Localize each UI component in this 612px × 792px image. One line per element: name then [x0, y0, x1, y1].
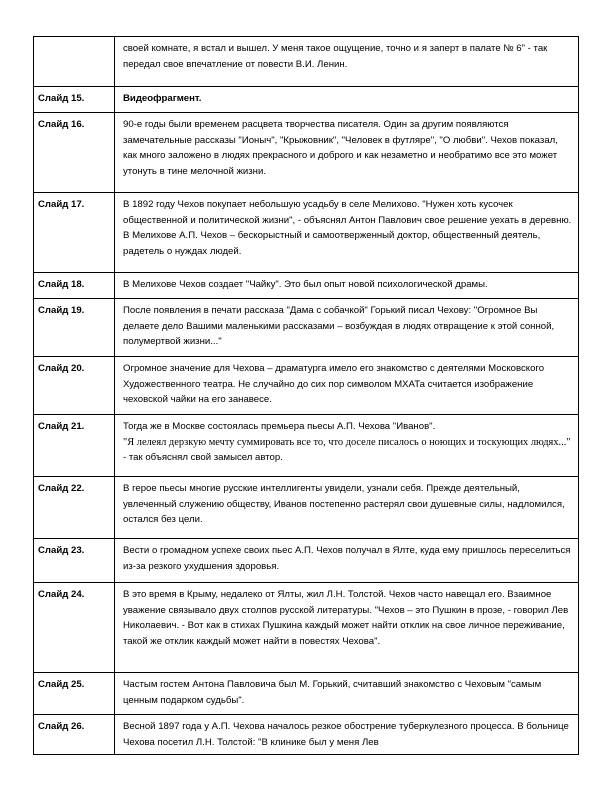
slide-text: Тогда же в Москве состоялась премьера пьесы А.П. Чехова "Иванов".: [123, 421, 436, 432]
author-quote: "Я лелеял дерзкую мечту суммировать все то, что доселе писалось о ноющих и тоскующих людях...": [123, 436, 571, 448]
slide-label: Слайд 21.: [34, 415, 115, 477]
slide-text: Весной 1897 года у А.П. Чехова началось резкое обострение туберкулезного процесса. В больнице Чехова посетил Л.Н. Толстой: "В клинике был у меня Лев: [115, 715, 579, 755]
table-row: [34, 415, 579, 477]
slides-table: [33, 36, 579, 755]
quote-attribution: - так объяснял свой замысел автор.: [123, 452, 283, 464]
slide-label: Слайд 15.: [34, 87, 115, 113]
slide-label: Слайд 25.: [34, 673, 115, 715]
slide-label: Слайд 20.: [34, 357, 115, 415]
table-row: [34, 583, 579, 673]
slide-text: После появления в печати рассказа "Дама с собачкой" Горький писал Чехову: "Огромное Вы делаете дело Вашими маленькими рассказами – возбуждая в людях отвращение к этой сонной, полумертвой жизни...": [115, 299, 579, 357]
slide-text: В это время в Крыму, недалеко от Ялты, жил Л.Н. Толстой. Чехов часто навещал его. Взаимное уважение связывало двух столпов русской литературы. "Чехов – это Пушкин в прозе, - говорил Лев Николаевич. - Вот как в стихах Пушкина каждый может найти отклик на свое личное переживание, такой же отклик каждый может найти в повестях Чехова".: [115, 583, 579, 673]
slide-label: Слайд 18.: [34, 273, 115, 299]
slide-text: В 1892 году Чехов покупает небольшую усадьбу в селе Мелихово. "Нужен хоть кусочек общественной и политической жизни", - объяснял Антон Павлович свое решение уехать в деревню. В Мелихове А.П. Чехов – бескорыстный и самоотверженный доктор, общественный деятель, радетель о нуждах людей.: [115, 193, 579, 273]
slide-text: Вести о громадном успехе своих пьес А.П. Чехов получал в Ялте, куда ему пришлось переселиться из-за резкого ухудшения здоровья.: [115, 539, 579, 583]
table-row: [34, 37, 579, 87]
slide-text-block: [115, 415, 579, 477]
table-row: [34, 673, 579, 715]
slide-label: Слайд 16.: [34, 113, 115, 193]
slide-text: своей комнате, я встал и вышел. У меня такое ощущение, точно и я заперт в палате № 6" - так передал свое впечатление от повести В.И. Ленин.: [115, 37, 579, 87]
slide-text: Видеофрагмент.: [115, 87, 579, 113]
slide-label: Слайд 23.: [34, 539, 115, 583]
slide-label: [34, 37, 115, 87]
slide-text: 90-е годы были временем расцвета творчества писателя. Один за другим появляются замечательные рассказы "Ионыч", "Крыжовник", "Человек в футляре", "О любви". Чехов показал, как много заложено в людях прекрасного и доброго и как незаметно и необратимо все это может утонуть в тине мелочной жизни.: [115, 113, 579, 193]
table-row: [34, 273, 579, 299]
table-row: [34, 87, 579, 113]
table-row: [34, 477, 579, 539]
slide-label: Слайд 24.: [34, 583, 115, 673]
table-row: [34, 715, 579, 755]
table-row: [34, 193, 579, 273]
slide-label: Слайд 22.: [34, 477, 115, 539]
slide-text: В Мелихове Чехов создает "Чайку". Это был опыт новой психологической драмы.: [115, 273, 579, 299]
slide-text: Частым гостем Антона Павловича был М. Горький, считавший знакомство с Чеховым "самым ценным подарком судьбы".: [115, 673, 579, 715]
slide-label: Слайд 26.: [34, 715, 115, 755]
slide-text: Огромное значение для Чехова – драматурга имело его знакомство с деятелями Московского Художественного театра. Не случайно до сих пор символом МХАТа считается изображение чеховской чайки на его занавесе.: [115, 357, 579, 415]
table-row: [34, 299, 579, 357]
slide-label: Слайд 17.: [34, 193, 115, 273]
table-row: [34, 357, 579, 415]
slide-label: Слайд 19.: [34, 299, 115, 357]
slide-text: В герое пьесы многие русские интеллигенты увидели, узнали себя. Прежде деятельный, увлеченный служению обществу, Иванов постепенно растерял свои душевные силы, надломился, остался без цели.: [115, 477, 579, 539]
table-row: [34, 539, 579, 583]
table-row: [34, 113, 579, 193]
